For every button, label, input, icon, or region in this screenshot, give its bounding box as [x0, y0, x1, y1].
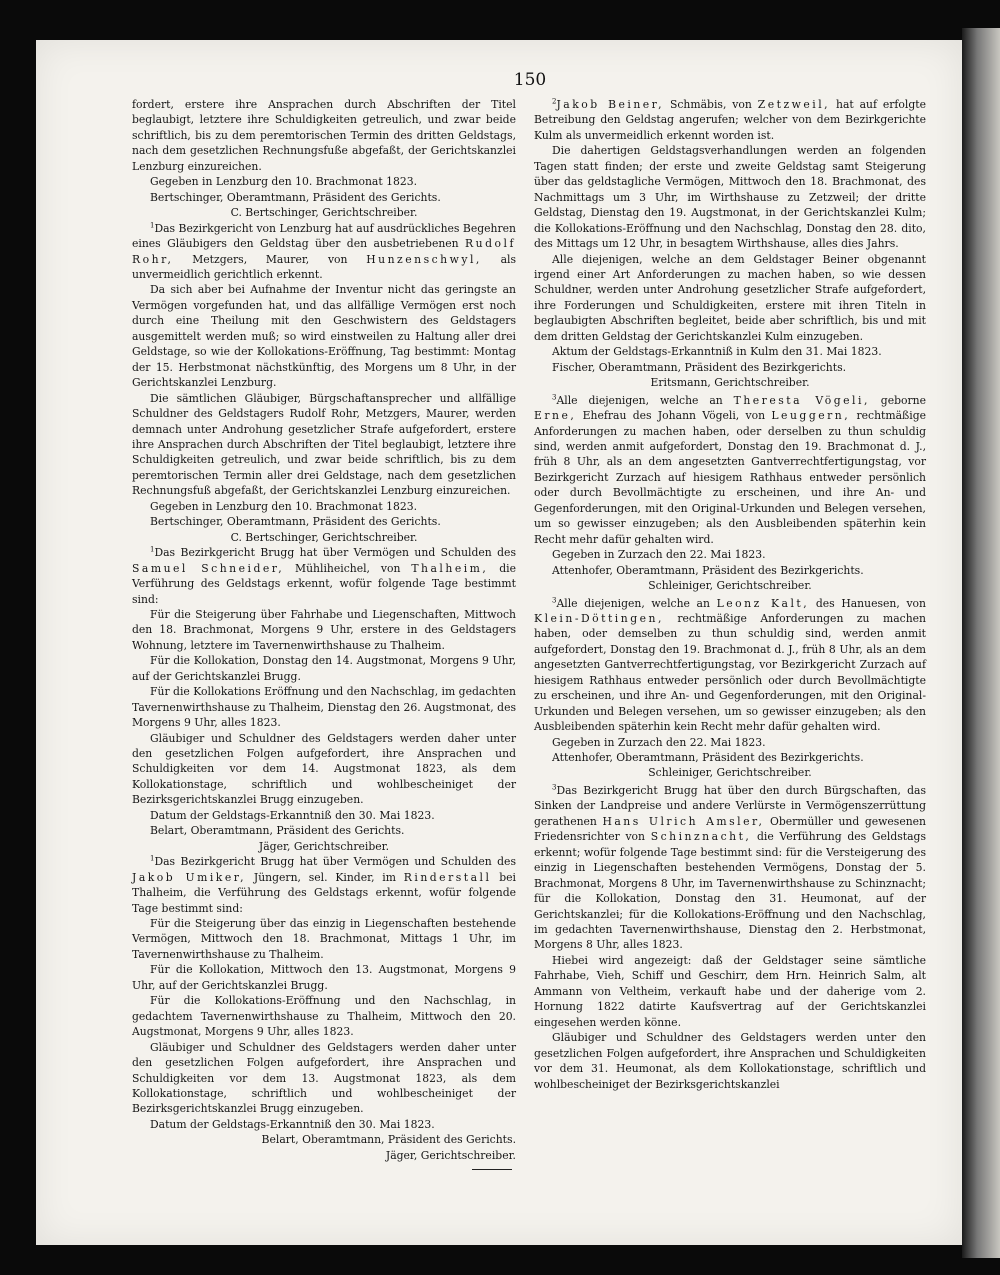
notice-paragraph: Hiebei wird angezeigt: daß der Geldstager seine sämtliche Fahrhabe, Vieh, Schiff und Geschirr, dem Hrn. Heinrich Salm, alt Ammann von Veltheim, verkauft habe und der daherige vom 2. Hornung 1822 datirte Kaufsvertrag auf der Gerichtskanzlei eingesehen werden könne. [534, 953, 926, 1029]
footnote-mark: 2 [552, 97, 557, 106]
notice-kalt: $^3$Alle diejenigen, welche an Leonz Kalt, des Hanuesen, von Klein-Döttingen, rechtmäßige Anforderungen zu machen haben, oder demselben zu thun schuldig sind, werden anmit aufgefordert, Donstag den 19. Brachmonat d. J., früh 8 Uhr, als an dem angesetzten Gantverrechtfertigungstag, vor Bezirkgericht Zurzach auf hiesigem Rathhaus entweder persönlich oder durch Bevollmächtigte zu erscheinen, und ihre An- und Gegenforderungen, mit den Original-Urkunden und Belegen versehen, um so gewisser einzugeben; als den Ausbleibenden späterhin kein Recht mehr dafür gehalten wird. [534, 595, 926, 734]
notice-date: Datum der Geldstags-Erkanntniß den 30. Mai 1823. [150, 1117, 435, 1131]
signature-president: Attenhofer, Oberamtmann, Präsident des Bezirkgerichts. [552, 751, 864, 765]
person-name: Hans Ulrich Amsler, [602, 814, 765, 828]
notice-paragraph: Für die Kollokation, Mittwoch den 13. Augstmonat, Morgens 9 Uhr, auf der Gerichtskanzlei Brugg. [132, 963, 516, 992]
place-name: Leuggern, [771, 409, 851, 423]
right-column [534, 97, 926, 1092]
person-name: Leonz Kalt, [716, 596, 810, 610]
footnote-mark: 3 [552, 393, 557, 402]
notice-paragraph: Die sämtlichen Gläubiger, Bürgschaftansprecher und allfällige Schuldner des Geldstagers Rudolf Rohr, Metzgers, Maurer, werden demnach unter Androhung gesetzlicher Strafe aufgefordert, erstere ihre Ansprachen durch Abschriften der Titel beglaubigt, letztere ihre Schuldigkeiten getreulich, und zwar beide schriftlich, bis zu dem peremtorischen Termin aller drei Geldstage, nach dem gesetzlichen Rechnungsfuß abgefaßt, der Gerichtskanzlei Lenzburg einzureichen. [132, 391, 516, 498]
place-name: Rinderstall [403, 870, 492, 884]
signature-clerk: Jäger, Gerichtschreiber. [258, 839, 390, 853]
signature-president: Bertschinger, Oberamtmann, Präsident des Gerichts. [150, 190, 441, 204]
signature-clerk: Schleiniger, Gerichtschreiber. [648, 579, 812, 593]
signature-president: Belart, Oberamtmann, Präsident des Gerichts. [261, 1133, 516, 1147]
notice-schneider: $^1$Das Bezirkgericht Brugg hat über Vermögen und Schulden des Samuel Schneider, Mühliheichel, von Thalheim, die Verführung des Geldstags erkennt, wofür folgende Tage bestimmt sind: [132, 545, 516, 606]
signature-president: Attenhofer, Oberamtmann, Präsident des Bezirkgerichts. [552, 563, 864, 577]
person-name: Rudolf Rohr, [132, 237, 516, 266]
signature-clerk: C. Bertschinger, Gerichtschreiber. [230, 530, 418, 544]
person-name: Jakob Beiner, [556, 98, 665, 111]
person-maiden-name: Erne, [534, 409, 577, 423]
place-name: Hunzenschwyl, [366, 252, 482, 266]
notice-paragraph: Für die Kollokations-Eröffnung und den Nachschlag, in gedachtem Tavernenwirthshause zu Thalheim, Mittwoch den 20. Augstmonat, Morgens 9 Uhr, alles 1823. [132, 994, 516, 1039]
end-rule [472, 1169, 512, 1170]
notice-amsler: $^3$Das Bezirkgericht Brugg hat über den durch Bürgschaften, das Sinken der Landpreise und andere Verlürste in Vermögenszerrüttung gerathenen Hans Ulrich Amsler, Obermüller und gewesenen Friedensrichter von Schinznacht, die Verführung des Geldstags erkennt; wofür folgende Tage bestimmt sind: für die Versteigerung des einzig in Liegenschaften bestehenden Vermögens, Donstag der 5. Brachmonat, Morgens 8 Uhr, im Tavernenwirthshause zu Schinznacht; für die Kollokation, Donstag den 31. Heumonat, auf der Gerichtskanzlei; für die Kollokations-Eröffnung und den Nachschlag, im gedachten Tavernenwirthshause, Dienstag den 2. Herbstmonat, Morgens 8 Uhr, alles 1823. [534, 783, 927, 952]
notice-voegeli: $^3$Alle diejenigen, welche an Theresta Vögeli, geborne Erne, Ehefrau des Johann Vögeli, von Leuggern, rechtmäßige Anforderungen zu machen haben, oder derselben zu thun schuldig sind, werden anmit aufgefordert, Donstag den 19. Brachmonat d. J., früh 8 Uhr, als an dem angesetzten Gantverrechtfertigungstag, vor Bezirkgericht Zurzach auf hiesigem Rathhaus entweder persönlich oder durch Bevollmächtigte zu erscheinen, und ihre An- und Gegenforderungen, mit den Original-Urkunden und Belegen versehen, um so gewisser einzugeben; als den Ausbleibenden späterhin kein Recht mehr dafür gehalten wird. [534, 393, 927, 546]
notice-date: Gegeben in Zurzach den 22. Mai 1823. [552, 735, 766, 749]
signature-clerk: Schleiniger, Gerichtschreiber. [648, 766, 812, 780]
notice-paragraph: Da sich aber bei Aufnahme der Inventur nicht das geringste an Vermögen vorgefunden hat, und das allfällige Vermögen erst noch durch eine Theilung mit den Geschwistern des Geldstagers ausgemittelt werden muß; so wird einstweilen zu Haltung aller drei Geldstage, so wie der Kollokations-Eröffnung, Tag bestimmt: Montag der 15. Herbstmonat nächstkünftig, des Morgens um 8 Uhr, in der Gerichtskanzlei Lenzburg. [132, 283, 516, 390]
place-name: Thalheim, [411, 561, 489, 575]
notice-paragraph: Gläubiger und Schuldner des Geldstagers werden unter den gesetzlichen Folgen aufgefordert, ihre Ansprachen und Schuldigkeiten vor dem 31. Heumonat, als dem Kollokationstage, schriftlich und wohlbescheiniget der Bezirksgerichtskanzlei [534, 1031, 926, 1091]
notice-umiker: $^1$Das Bezirkgericht Brugg hat über Vermögen und Schulden des Jakob Umiker, Jüngern, sel. Kinder, im Rinderstall bei Thalheim, die Verführung des Geldstags erkennt, wofür folgende Tage bestimmt sind: [132, 854, 516, 915]
notice-date: Gegeben in Lenzburg den 10. Brachmonat 1823. [150, 175, 418, 189]
signature-clerk: C. Bertschinger, Gerichtschreiber. [230, 206, 418, 220]
footnote-mark: 1 [150, 545, 155, 554]
footnote-mark: 1 [150, 221, 155, 230]
notice-paragraph: Für die Kollokation, Donstag den 14. Augstmonat, Morgens 9 Uhr, auf der Gerichtskanzlei Brugg. [132, 654, 516, 683]
page-number: 150 [513, 70, 547, 90]
signature-president: Fischer, Oberamtmann, Präsident des Bezirkgerichts. [552, 360, 847, 374]
footnote-mark: 1 [150, 854, 155, 863]
signature-clerk: Eritsmann, Gerichtschreiber. [650, 376, 810, 390]
notice-paragraph: Für die Steigerung über das einzig in Liegenschaften bestehende Vermögen, Mittwoch den 18. Brachmonat, Mittags 1 Uhr, im Tavernenwirthshause zu Thalheim. [132, 917, 516, 961]
notice-date: Gegeben in Lenzburg den 10. Brachmonat 1823. [150, 499, 418, 513]
notice-paragraph: Für die Steigerung über Fahrhabe und Liegenschaften, Mittwoch den 18. Brachmonat, Morgens 9 Uhr, erstere in des Geldstagers Wohnung, letztere im Tavernenwirthshause zu Thalheim. [132, 607, 516, 652]
notice-paragraph: Für die Kollokations Eröffnung und den Nachschlag, im gedachten Tavernenwirthshause zu Thalheim, Dienstag den 26. Augstmonat, des Morgens 9 Uhr, alles 1823. [132, 685, 517, 730]
place-name: Klein-Döttingen, [534, 611, 664, 625]
place-name: Schinznacht, [650, 830, 752, 844]
person-name: Samuel Schneider, [132, 561, 285, 575]
signature-president: Bertschinger, Oberamtmann, Präsident des Gerichts. [150, 515, 441, 529]
signature-clerk: Jäger, Gerichtschreiber. [385, 1148, 516, 1162]
notice-paragraph: Alle diejenigen, welche an dem Geldstager Beiner obgenannt irgend einer Art Anforderungen zu machen haben, so wie dessen Schuldner, werden unter Androhung gesetzlicher Strafe aufgefordert, ihre Forderungen und Schuldigkeiten, erstere mit ihren Titeln in beglaubigten Abschriften begleitet, beide aber schriftlich, bis und mit dem dritten Geldstag der Gerichtskanzlei Kulm einzugeben. [534, 252, 926, 343]
notice-date: Datum der Geldstags-Erkanntniß den 30. Mai 1823. [150, 808, 435, 822]
notice-paragraph: Gläubiger und Schuldner des Geldstagers werden daher unter den gesetzlichen Folgen aufgefordert, ihre Ansprachen und Schuldigkeiten vor dem 14. Augstmonat 1823, als dem Kollokationstage, schriftlich und wohlbescheiniget der Bezirksgerichtskanzlei Brugg einzugeben. [132, 731, 516, 807]
notice-rohr: $^1$Das Bezirkgericht von Lenzburg hat auf ausdrückliches Begehren eines Gläubigers den Geldstag über den ausbetriebenen Rudolf Rohr, Metzgers, Maurer, von Hunzenschwyl, als unvermeidlich gerichtlich erkennt. [132, 221, 517, 281]
notice-date: Aktum der Geldstags-Erkanntniß in Kulm den 31. Mai 1823. [552, 345, 882, 359]
person-name: Theresta Vögeli, [733, 393, 870, 407]
footnote-mark: 3 [552, 783, 557, 792]
notice-paragraph: Gläubiger und Schuldner des Geldstagers werden daher unter den gesetzlichen Folgen aufgefordert, ihre Ansprachen und Schuldigkeiten vor dem 13. Augstmonat 1823, als dem Kollokationstage, schriftlich und wohlbescheiniget der Bezirksgerichtskanzlei Brugg einzugeben. [132, 1040, 516, 1116]
footnote-mark: 3 [552, 595, 557, 604]
notice-date: Gegeben in Zurzach den 22. Mai 1823. [552, 548, 766, 562]
person-name: Jakob Umiker, [132, 870, 247, 884]
notice-beiner: $^2$Jakob Beiner, Schmäbis, von Zetzweil, hat auf erfolgte Betreibung den Geldstag angerufen; welcher von dem Bezirkgerichte Kulm als unvermeidlich erkennt worden ist. [534, 97, 927, 142]
place-name: Zetzweil, [757, 98, 831, 111]
book-page-edge [962, 28, 1000, 1258]
left-column [132, 97, 516, 1170]
continued-notice-text: fordert, erstere ihre Ansprachen durch Abschriften der Titel beglaubigt, letztere ihre Schuldigkeiten getreulich, und zwar beide schriftlich, bis zu dem peremtorischen Termin des dritten Geldstags, nach dem gesetzlichen Rechnungsfuße abgefaßt, der Gerichtskanzlei Lenzburg einzureichen. [132, 98, 516, 173]
notice-paragraph: Die dahertigen Geldstagsverhandlungen werden an folgenden Tagen statt finden; der erste und zweite Geldstag samt Steigerung über das geldstagliche Vermögen, Mittwoch den 18. Brachmonat, des Nachmittags um 3 Uhr, im Wirthshause zu Zetzweil; der dritte Geldstag, Dienstag den 19. Augstmonat, in der Gerichtskanzlei Kulm; die Kollokations-Eröffnung und den Nachschlag, Donstag den 28. dito, des Mittags um 12 Uhr, in besagtem Wirthshause, alles dies Jahrs. [534, 144, 926, 251]
signature-president: Belart, Oberamtmann, Präsident des Gerichts. [150, 824, 405, 838]
